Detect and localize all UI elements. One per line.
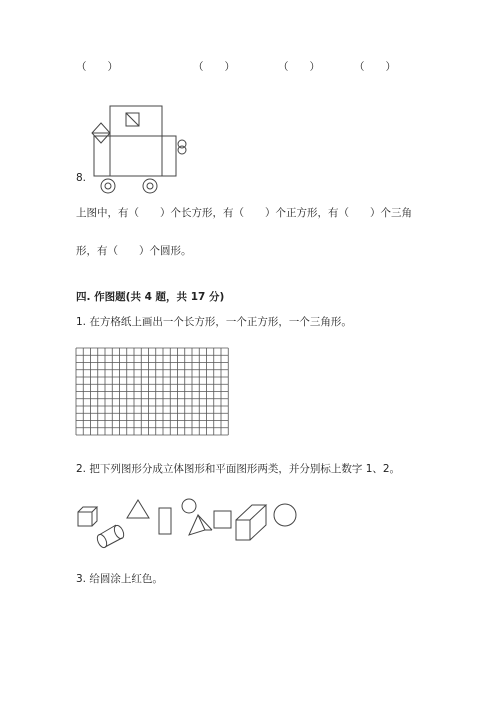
cuboid-shape — [236, 505, 266, 540]
question-8-number: 8. — [76, 172, 87, 184]
answer-blank-3: （ ） — [278, 61, 320, 73]
pyramid-shape — [189, 515, 212, 535]
question-2-text: 2. 把下列图形分成立体图形和平面图形两类，并分别标上数字 1、2。 — [76, 463, 401, 475]
question-1-text: 1. 在方格纸上画出一个长方形，一个正方形，一个三角形。 — [76, 316, 352, 328]
cylinder-shape — [95, 524, 125, 549]
question-3-text: 3. 给圆涂上红色。 — [76, 573, 163, 585]
cube-shape — [78, 507, 97, 526]
question-8-text-line-1: 上图中，有（ ）个长方形，有（ ）个正方形，有（ ）个三角 — [76, 207, 412, 219]
small-circle-shape — [182, 499, 196, 513]
answer-blank-1: （ ） — [76, 61, 118, 73]
answer-blank-4: （ ） — [354, 61, 396, 73]
triangle-shape — [127, 500, 149, 518]
question-8-text-line-2: 形，有（ ）个圆形。 — [76, 245, 192, 257]
tall-rectangle-shape — [159, 508, 171, 534]
answer-blank-2: （ ） — [193, 61, 235, 73]
section-4-heading: 四. 作图题(共 4 题，共 17 分) — [76, 291, 225, 303]
square-shape — [214, 511, 231, 528]
large-circle-shape — [274, 504, 296, 526]
